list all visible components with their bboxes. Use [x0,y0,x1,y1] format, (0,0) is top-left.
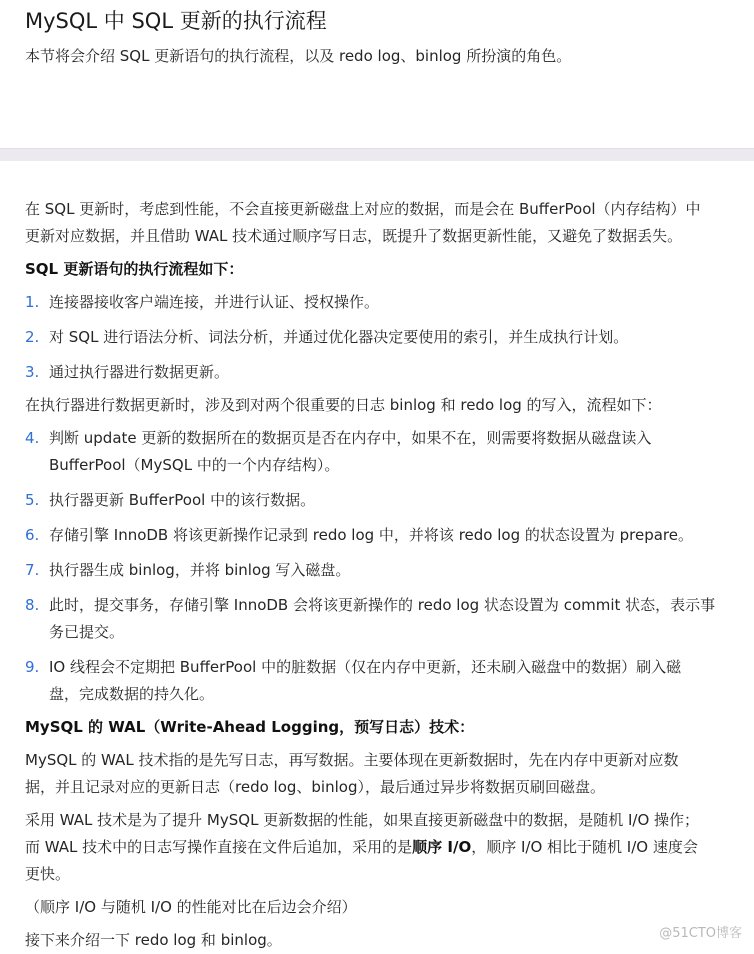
list-number: 5. [25,491,40,509]
list-text: 通过执行器进行数据更新。 [49,363,230,381]
list-number: 6. [25,526,40,544]
list-text: 务已提交。 [49,623,125,641]
list-item [25,654,745,708]
wal-line: 而 WAL 技术中的日志写操作直接在文件后追加，采用的是 [25,838,413,856]
list-item [25,359,745,386]
list-text: 判断 update 更新的数据所在的数据页是否在内存中，如果不在，则需要将数据从磁盘读入 [49,429,652,447]
page-title: MySQL 中 SQL 更新的执行流程 [25,9,327,33]
list-number: 8. [25,596,40,614]
list-text: 盘，完成数据的持久化。 [49,685,215,703]
list-item [25,425,745,479]
article-header [0,0,754,148]
list-text: 执行器生成 binlog，并将 binlog 写入磁盘。 [49,561,351,579]
article-body [25,196,745,954]
intro-paragraph [25,196,745,250]
list-item [25,557,745,584]
list-text: 执行器更新 BufferPool 中的该行数据。 [49,491,316,509]
intro-line: 更新对应数据，并且借助 WAL 技术通过顺序写日志，既提升了数据更新性能，又避免了数据丢失。 [25,227,683,245]
wal-line: ，顺序 I/O 相比于随机 I/O 速度会 [471,838,698,856]
wal-line: MySQL 的 WAL 技术指的是先写日志，再写数据。主要体现在更新数据时，先在内存中更新对应数 [25,751,679,769]
list-item [25,487,745,514]
list-number: 3. [25,363,40,381]
section-divider [0,148,754,161]
flow-heading: SQL 更新语句的执行流程如下： [25,260,244,278]
executor-note: 在执行器进行数据更新时，涉及到对两个很重要的日志 binlog 和 redo log 的写入，流程如下： [25,396,662,414]
list-item [25,592,745,646]
list-text: IO 线程会不定期把 BufferPool 中的脏数据（仅在内存中更新，还未刷入磁盘中的数据）刷入磁 [49,658,682,676]
list-number: 7. [25,561,40,579]
wal-description [25,747,745,801]
list-number: 1. [25,293,40,311]
list-text: 连接器接收客户端连接，并进行认证、授权操作。 [49,293,380,311]
io-note: （顺序 I/O 与随机 I/O 的性能对比在后边会介绍） [25,898,357,916]
list-text: 此时，提交事务，存储引擎 InnoDB 会将该更新操作的 redo log 状态设置为 commit 状态，表示事 [49,596,716,614]
list-item [25,289,745,316]
next-note: 接下来介绍一下 redo log 和 binlog。 [25,931,282,949]
wal-line: 据，并且记录对应的更新日志（redo log、binlog），最后通过异步将数据页刷回磁盘。 [25,778,605,796]
wal-line: 更快。 [25,865,71,883]
wal-heading: MySQL 的 WAL（Write-Ahead Logging，预写日志）技术： [25,718,475,736]
list-item [25,522,745,549]
list-item [25,324,745,351]
list-text: 对 SQL 进行语法分析、词法分析，并通过优化器决定要使用的索引，并生成执行计划。 [49,328,629,346]
list-text: 存储引擎 InnoDB 将该更新操作记录到 redo log 中，并将该 redo log 的状态设置为 prepare。 [49,526,693,544]
list-number: 4. [25,429,40,447]
wal-line: 采用 WAL 技术是为了提升 MySQL 更新数据的性能，如果直接更新磁盘中的数据，是随机 I/O 操作； [25,811,700,829]
page-subtitle: 本节将会介绍 SQL 更新语句的执行流程，以及 redo log、binlog 所扮演的角色。 [25,47,572,65]
wal-reason [25,807,745,888]
intro-line: 在 SQL 更新时，考虑到性能，不会直接更新磁盘上对应的数据，而是会在 BufferPool（内存结构）中 [25,200,701,218]
list-number: 2. [25,328,40,346]
list-number: 9. [25,658,40,676]
sequential-io-emphasis: 顺序 I/O [412,838,472,856]
list-text: BufferPool（MySQL 中的一个内存结构）。 [49,456,340,474]
watermark: @51CTO博客 [659,926,742,941]
